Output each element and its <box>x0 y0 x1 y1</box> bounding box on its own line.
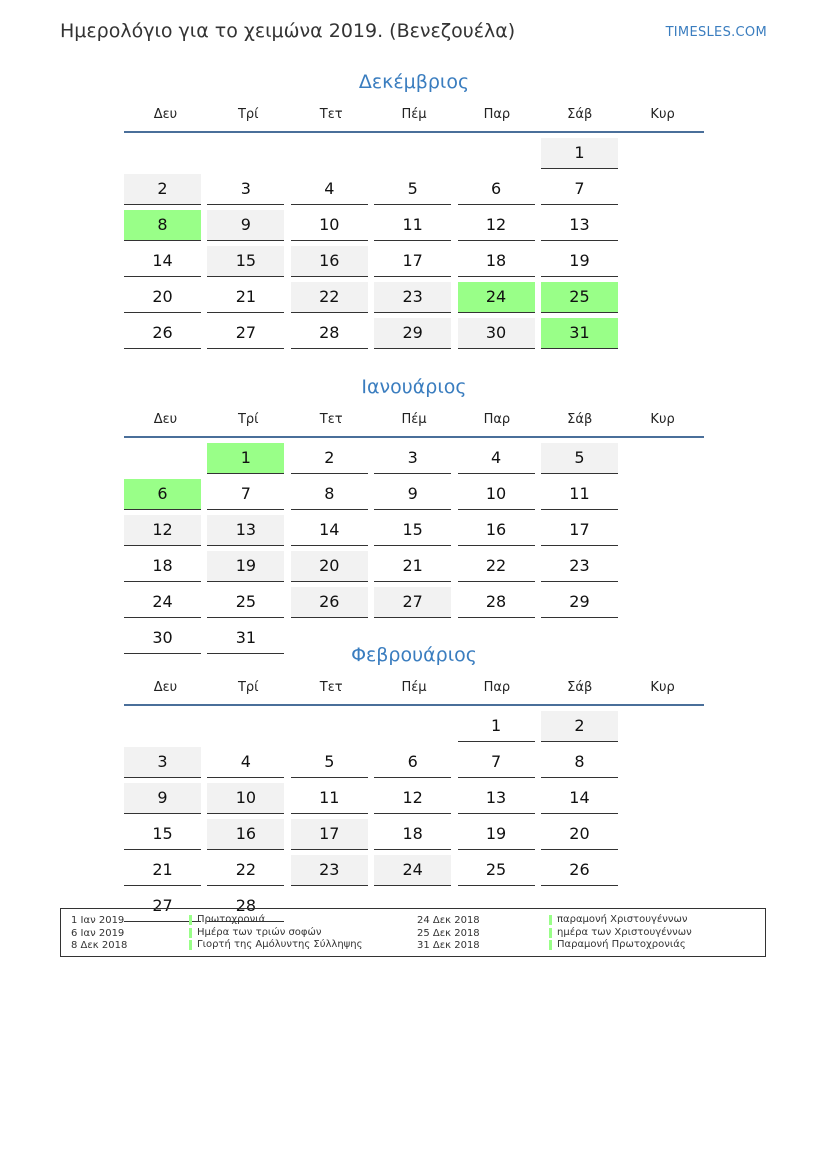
day-cell: 18 <box>458 246 535 277</box>
legend-row <box>417 927 692 940</box>
empty-cell <box>291 711 368 742</box>
day-cell: 13 <box>541 210 618 241</box>
weekday-label: Σάβ <box>567 680 593 695</box>
legend-row <box>71 914 362 927</box>
weekday-label: Κυρ <box>650 680 675 695</box>
legend-holiday-name: Γιορτή της Αμόλυντης Σύλληψης <box>197 939 363 950</box>
day-cell: 5 <box>541 443 618 474</box>
day-cell: 21 <box>374 551 451 582</box>
day-cell: 13 <box>458 783 535 814</box>
day-cell: 17 <box>291 819 368 850</box>
day-cell: 6 <box>374 747 451 778</box>
weekday-header <box>124 104 704 133</box>
day-cell: 5 <box>374 174 451 205</box>
day-grid <box>124 711 704 927</box>
empty-cell <box>374 711 451 742</box>
day-grid <box>124 443 704 659</box>
day-cell: 12 <box>374 783 451 814</box>
legend-date: 8 Δεκ 2018 <box>71 940 128 952</box>
day-cell: 18 <box>374 819 451 850</box>
weekday-label: Τετ <box>319 107 343 122</box>
legend-row <box>417 939 692 952</box>
day-cell: 17 <box>541 515 618 546</box>
day-cell: 26 <box>124 318 201 349</box>
day-cell: 20 <box>291 551 368 582</box>
empty-cell <box>458 138 535 169</box>
weekday-label: Πέμ <box>401 107 427 122</box>
weekday-label: Πέμ <box>401 680 427 695</box>
day-grid <box>124 138 704 354</box>
holiday-day-cell: 1 <box>207 443 284 474</box>
day-cell: 22 <box>458 551 535 582</box>
weekday-label: Δευ <box>153 107 178 122</box>
day-cell: 28 <box>291 318 368 349</box>
day-cell: 27 <box>207 318 284 349</box>
holiday-day-cell: 24 <box>458 282 535 313</box>
day-cell: 9 <box>124 783 201 814</box>
day-cell: 7 <box>207 479 284 510</box>
day-cell: 22 <box>291 282 368 313</box>
day-cell: 29 <box>374 318 451 349</box>
day-cell: 21 <box>124 855 201 886</box>
day-cell: 7 <box>458 747 535 778</box>
weekday-label: Σάβ <box>567 412 593 427</box>
day-cell: 23 <box>291 855 368 886</box>
holiday-color-marker <box>549 915 552 925</box>
day-cell: 4 <box>291 174 368 205</box>
day-cell: 24 <box>124 587 201 618</box>
legend-date: 24 Δεκ 2018 <box>417 915 480 927</box>
empty-cell <box>207 711 284 742</box>
day-cell: 5 <box>291 747 368 778</box>
day-cell: 12 <box>124 515 201 546</box>
day-cell: 10 <box>207 783 284 814</box>
day-cell: 3 <box>124 747 201 778</box>
day-cell: 2 <box>124 174 201 205</box>
day-cell: 16 <box>207 819 284 850</box>
day-cell: 9 <box>207 210 284 241</box>
day-cell: 15 <box>374 515 451 546</box>
holiday-day-cell: 25 <box>541 282 618 313</box>
day-cell: 19 <box>458 819 535 850</box>
day-cell: 11 <box>291 783 368 814</box>
day-cell: 11 <box>541 479 618 510</box>
day-cell: 23 <box>541 551 618 582</box>
weekday-label: Τρί <box>237 107 259 122</box>
day-cell: 2 <box>291 443 368 474</box>
day-cell: 31 <box>207 623 284 654</box>
day-cell: 23 <box>374 282 451 313</box>
day-cell: 26 <box>541 855 618 886</box>
day-cell: 4 <box>458 443 535 474</box>
holiday-color-marker <box>189 940 192 950</box>
weekday-label: Τρί <box>237 680 259 695</box>
legend-column <box>71 914 362 952</box>
month-calendar <box>124 641 704 927</box>
holiday-day-cell: 8 <box>124 210 201 241</box>
weekday-label: Παρ <box>483 412 511 427</box>
day-cell: 1 <box>458 711 535 742</box>
day-cell: 13 <box>207 515 284 546</box>
day-cell: 14 <box>291 515 368 546</box>
legend-holiday-name: Ημέρα των τριών σοφών <box>197 926 322 938</box>
legend-column <box>417 914 692 952</box>
empty-cell <box>124 443 201 474</box>
day-cell: 12 <box>458 210 535 241</box>
weekday-label: Κυρ <box>650 107 675 122</box>
day-cell: 8 <box>291 479 368 510</box>
day-cell: 7 <box>541 174 618 205</box>
empty-cell <box>291 138 368 169</box>
day-cell: 20 <box>541 819 618 850</box>
day-cell: 29 <box>541 587 618 618</box>
day-cell: 28 <box>458 587 535 618</box>
month-calendar <box>124 373 704 659</box>
holiday-color-marker <box>549 940 552 950</box>
day-cell: 20 <box>124 282 201 313</box>
day-cell: 30 <box>124 623 201 654</box>
day-cell: 19 <box>541 246 618 277</box>
day-cell: 8 <box>541 747 618 778</box>
day-cell: 2 <box>541 711 618 742</box>
weekday-header <box>124 409 704 438</box>
weekday-label: Σάβ <box>567 107 593 122</box>
weekday-label: Παρ <box>483 107 511 122</box>
legend-holiday-name: Πρωτοχρονιά <box>197 914 266 925</box>
day-cell: 11 <box>374 210 451 241</box>
day-cell: 10 <box>291 210 368 241</box>
month-title: Δεκέμβριος <box>358 71 470 93</box>
month-calendar <box>124 68 704 354</box>
day-cell: 4 <box>207 747 284 778</box>
brand-link[interactable]: TIMESLES.COM <box>665 25 767 40</box>
day-cell: 18 <box>124 551 201 582</box>
day-cell: 16 <box>291 246 368 277</box>
day-cell: 25 <box>207 587 284 618</box>
day-cell: 3 <box>374 443 451 474</box>
day-cell: 30 <box>458 318 535 349</box>
day-cell: 19 <box>207 551 284 582</box>
day-cell: 21 <box>207 282 284 313</box>
day-cell: 1 <box>541 138 618 169</box>
day-cell: 9 <box>374 479 451 510</box>
empty-cell <box>374 138 451 169</box>
holiday-color-marker <box>189 928 192 938</box>
day-cell: 26 <box>291 587 368 618</box>
weekday-label: Κυρ <box>650 412 675 427</box>
weekday-label: Τετ <box>319 412 343 427</box>
day-cell: 28 <box>207 891 284 922</box>
day-cell: 14 <box>124 246 201 277</box>
weekday-label: Δευ <box>153 680 178 695</box>
holiday-legend <box>60 908 766 957</box>
day-cell: 17 <box>374 246 451 277</box>
empty-cell <box>207 138 284 169</box>
day-cell: 24 <box>374 855 451 886</box>
holiday-color-marker <box>549 928 552 938</box>
legend-row <box>417 914 692 927</box>
day-cell: 22 <box>207 855 284 886</box>
weekday-label: Τετ <box>319 680 343 695</box>
legend-holiday-name: Παραμονή Πρωτοχρονιάς <box>557 939 686 950</box>
day-cell: 15 <box>124 819 201 850</box>
holiday-day-cell: 31 <box>541 318 618 349</box>
day-cell: 14 <box>541 783 618 814</box>
day-cell: 27 <box>374 587 451 618</box>
empty-cell <box>124 711 201 742</box>
day-cell: 3 <box>207 174 284 205</box>
page-title: Ημερολόγιο για το χειμώνα 2019. (Βενεζουέλα) <box>60 20 516 42</box>
legend-holiday-name: παραμονή Χριστουγέννων <box>557 914 688 925</box>
holiday-color-marker <box>189 915 192 925</box>
legend-row <box>71 927 362 940</box>
holiday-day-cell: 6 <box>124 479 201 510</box>
month-title: Ιανουάριος <box>361 376 467 398</box>
day-cell: 6 <box>458 174 535 205</box>
weekday-label: Πέμ <box>401 412 427 427</box>
legend-date: 25 Δεκ 2018 <box>417 927 480 939</box>
day-cell: 10 <box>458 479 535 510</box>
legend-date: 6 Ιαν 2019 <box>71 927 125 939</box>
empty-cell <box>124 138 201 169</box>
weekday-label: Τρί <box>237 412 259 427</box>
day-cell: 27 <box>124 891 201 922</box>
weekday-header <box>124 677 704 706</box>
day-cell: 25 <box>458 855 535 886</box>
month-title: Φεβρουάριος <box>351 644 477 666</box>
day-cell: 15 <box>207 246 284 277</box>
day-cell: 16 <box>458 515 535 546</box>
legend-row <box>71 939 362 952</box>
legend-holiday-name: ημέρα των Χριστουγέννων <box>557 926 692 938</box>
legend-date: 1 Ιαν 2019 <box>71 915 125 927</box>
legend-date: 31 Δεκ 2018 <box>417 940 480 952</box>
weekday-label: Παρ <box>483 680 511 695</box>
weekday-label: Δευ <box>153 412 178 427</box>
